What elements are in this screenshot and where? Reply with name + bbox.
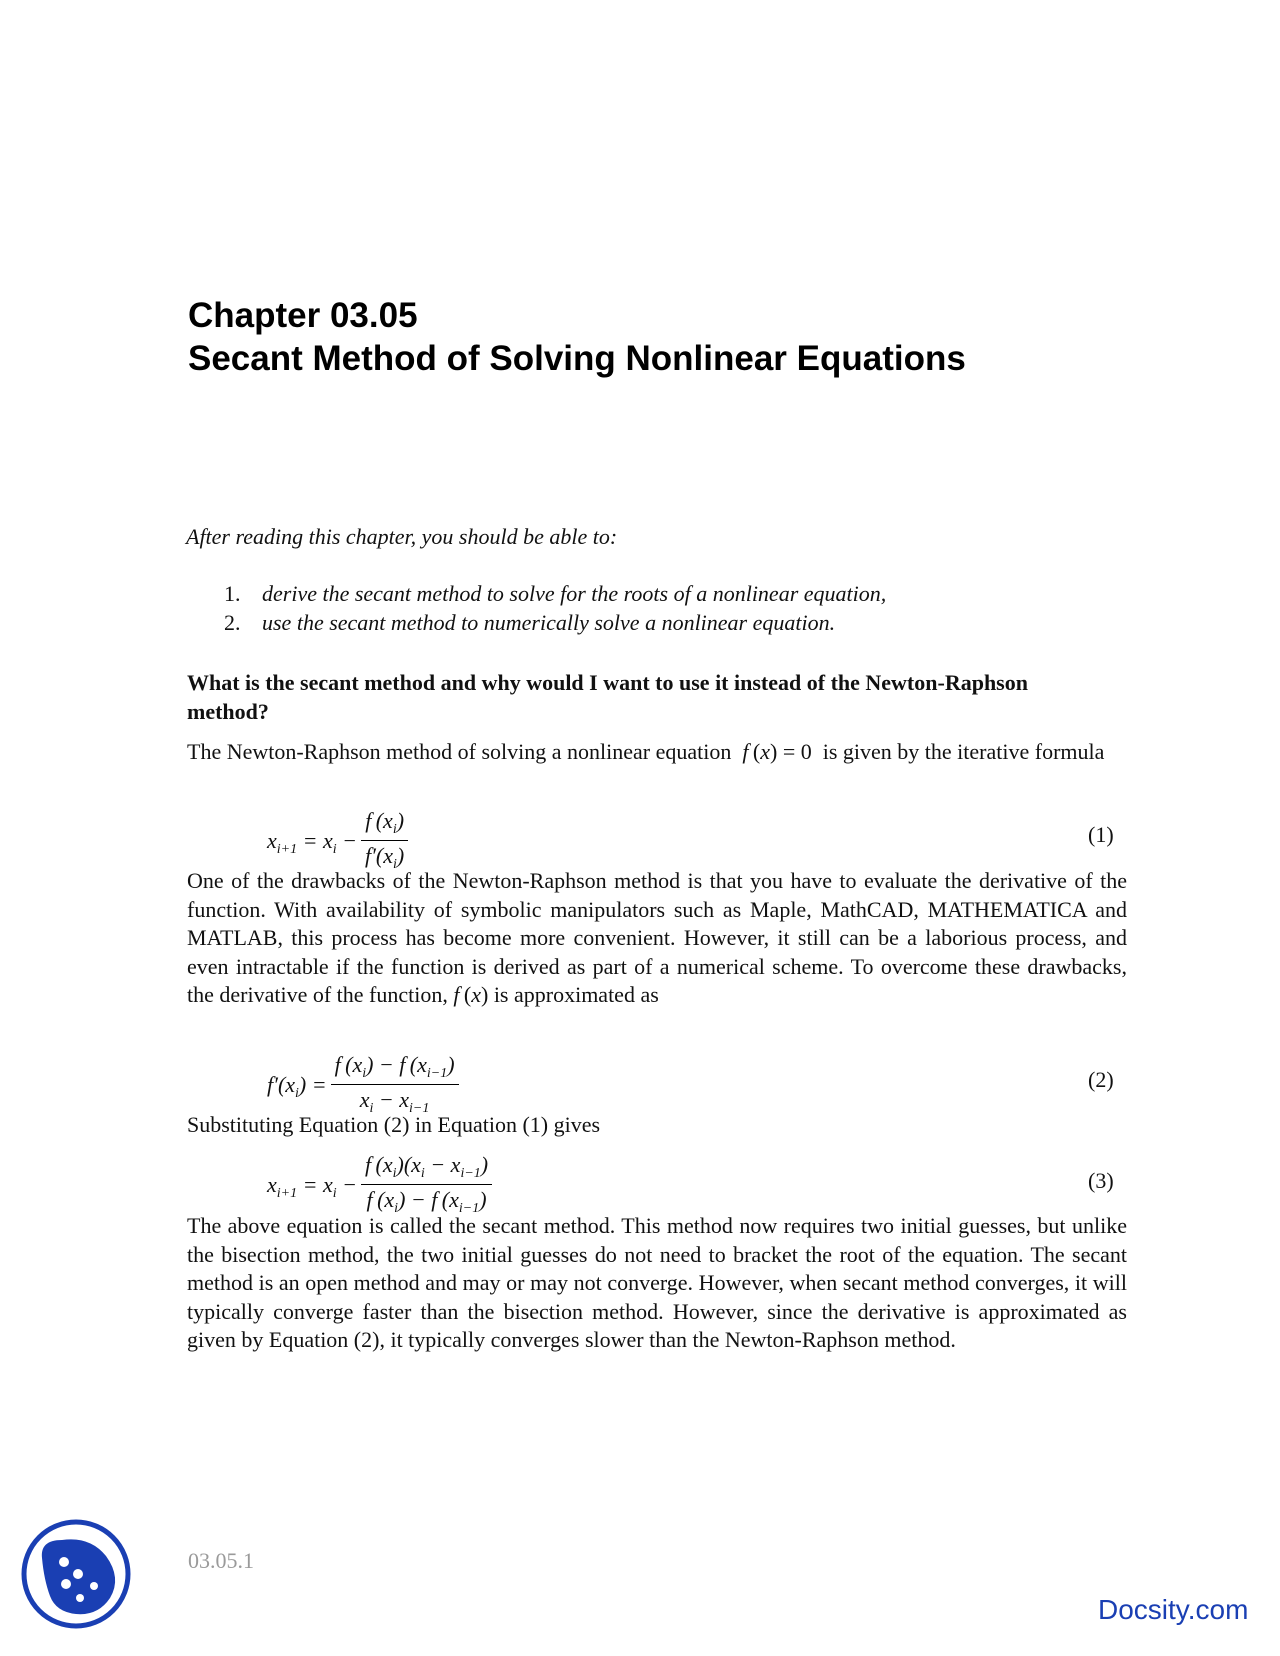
chapter-title [188, 294, 966, 380]
equation-1: $x_{i+1} = x_i$ − $\frac{f (x_i)}{f'(x_i)}$ [267, 806, 412, 875]
section-heading: What is the secant method and why would I want to use it instead of the Newton-Raphson method? [187, 670, 1028, 724]
equation-number-1: (1) [1088, 822, 1114, 847]
equation-number-2: (2) [1088, 1067, 1114, 1092]
paragraph-4: The above equation is called the secant method. This method now requires two initial guesses, but unlike the bisection method, the two initial guesses do not need to bracket the root of the equation. The secant method is an open method and may or may not converge. However, when secant method converges, it will typically converge faster than the bisection method. However, since the derivative is approximated as given by Equation (2), it typically converges slower than the Newton-Raphson method. [187, 1213, 1127, 1353]
page-number: 03.05.1 [188, 1548, 254, 1573]
objective-number: 2. [224, 610, 241, 635]
paragraph-1-text: The Newton-Raphson method of solving a nonlinear equation [187, 739, 732, 764]
equation-number-3: (3) [1088, 1168, 1114, 1193]
equation-3: $x_{i+1} = x_i$ − $\frac{f (x_i)(x_i - x_{i-1})}{f (x_i) - f (x_{i-1})}$ [267, 1150, 496, 1219]
objectives-list [224, 579, 886, 637]
paragraph-1: The Newton-Raphson method of solving a nonlinear equation f (x) = 0 is given by the iterative formula [187, 739, 1105, 764]
objective-item [224, 608, 886, 637]
paragraph-3: Substituting Equation (2) in Equation (1) gives [187, 1112, 601, 1137]
intro-text: After reading this chapter, you should be able to: [186, 524, 618, 549]
paragraph-1-text-end: is given by the iterative formula [822, 739, 1105, 764]
objective-text: derive the secant method to solve for the roots of a nonlinear equation, [262, 581, 887, 606]
paragraph-2-text: One of the drawbacks of the Newton-Raphson method is that you have to evaluate the derivative of the function. With availability of symbolic manipulators such as Maple, MathCAD, MATHEMATICA and MATLAB, this process has become more convenient. However, it still can be a laborious process, and even intractable if the function is derived as part of a numerical scheme. To overcome these drawbacks, the derivative of the function, [187, 868, 1127, 1008]
objective-text: use the secant method to numerically solve a nonlinear equation. [262, 610, 836, 635]
docsity-brand-link[interactable]: Docsity.com [1098, 1594, 1249, 1625]
chapter-subtitle: Secant Method of Solving Nonlinear Equations [188, 339, 966, 378]
paragraph-2-text-end: is approximated as [493, 982, 659, 1008]
docsity-logo-icon [20, 1518, 132, 1630]
objective-number: 1. [224, 581, 241, 606]
chapter-number: Chapter 03.05 [188, 296, 418, 335]
objective-item [224, 579, 886, 608]
equation-2: $f'(x_i)$ = $\frac{f (x_i) - f (x_{i-1})}{x_i - x_{i-1}}$ [267, 1050, 463, 1119]
paragraph-2: One of the drawbacks of the Newton-Raphson method is that you have to evaluate the derivative of the function. With availability of symbolic manipulators such as Maple, MathCAD, MATHEMATICA and MATLAB, this process has become more convenient. However, it still can be a laborious process, and even intractable if the function is derived as part of a numerical scheme. To overcome these drawbacks, the derivative of the function, f (x) is approximated as [187, 868, 1127, 1008]
